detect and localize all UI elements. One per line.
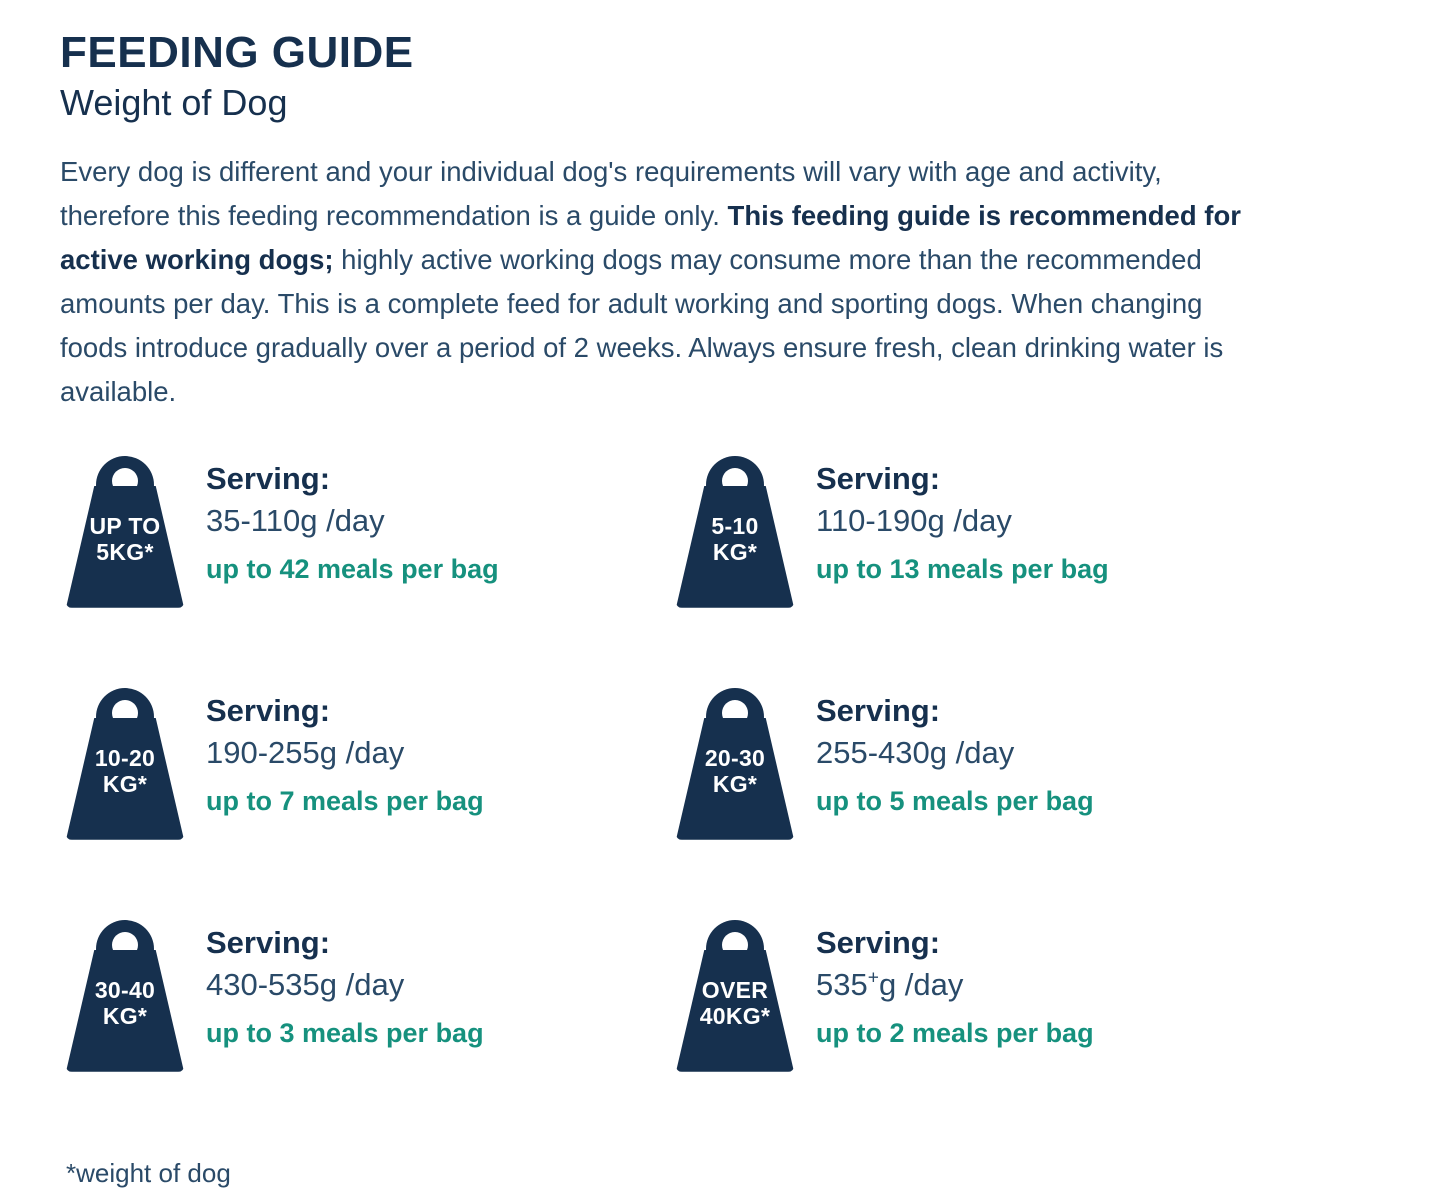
feeding-entry-info bbox=[206, 686, 484, 819]
feeding-entry bbox=[676, 680, 1286, 912]
footnote: *weight of dog bbox=[66, 1157, 231, 1188]
weight-line-2: KG* bbox=[102, 770, 148, 797]
feeding-entry-info bbox=[816, 918, 1094, 1051]
weight-icon-label bbox=[66, 978, 184, 1030]
weight-line-1: 30-40 bbox=[94, 976, 156, 1003]
weight-icon bbox=[66, 686, 184, 840]
page-subtitle: Weight of Dog bbox=[60, 81, 288, 123]
weight-line-2: KG* bbox=[102, 1002, 148, 1029]
serving-amount: 190-255g /day bbox=[206, 734, 405, 770]
weight-line-1: 10-20 bbox=[94, 744, 156, 771]
meals-per-bag: up to 3 meals per bag bbox=[206, 1017, 484, 1048]
meals-per-bag: up to 7 meals per bag bbox=[206, 785, 484, 816]
intro-paragraph bbox=[60, 150, 1270, 414]
serving-amount: 255-430g /day bbox=[816, 734, 1015, 770]
feeding-entry bbox=[66, 680, 676, 912]
serving-label: Serving: bbox=[206, 692, 331, 728]
feeding-entry-info bbox=[206, 454, 499, 587]
weight-icon bbox=[66, 918, 184, 1072]
weight-line-2: KG* bbox=[712, 538, 758, 565]
serving-amount: 110-190g /day bbox=[816, 502, 1012, 538]
weight-line-2: 5KG* bbox=[96, 538, 154, 565]
feeding-entry bbox=[66, 448, 676, 680]
weight-line-2: 40KG* bbox=[699, 1002, 771, 1029]
weight-icon-label bbox=[676, 514, 794, 566]
weight-line-1: UP TO bbox=[89, 512, 161, 539]
feeding-entry bbox=[676, 448, 1286, 680]
weight-icon bbox=[676, 454, 794, 608]
meals-per-bag: up to 13 meals per bag bbox=[816, 553, 1109, 584]
weight-icon-label bbox=[676, 746, 794, 798]
serving-amount: 430-535g /day bbox=[206, 966, 405, 1002]
feeding-entry bbox=[66, 912, 676, 1144]
serving-label: Serving: bbox=[816, 924, 941, 960]
weight-icon bbox=[66, 454, 184, 608]
weight-line-1: OVER bbox=[701, 976, 769, 1003]
page-title: FEEDING GUIDE bbox=[60, 28, 414, 77]
feeding-entry-info bbox=[206, 918, 484, 1051]
weight-icon bbox=[676, 918, 794, 1072]
serving-amount: 35-110g /day bbox=[206, 502, 385, 538]
weight-icon-label bbox=[676, 978, 794, 1030]
weight-icon bbox=[676, 686, 794, 840]
feeding-entry bbox=[676, 912, 1286, 1144]
feeding-entries-grid bbox=[66, 448, 1385, 1144]
meals-per-bag: up to 42 meals per bag bbox=[206, 553, 499, 584]
intro-text-bold: This feeding guide is recommended for active working dogs; bbox=[60, 199, 1241, 275]
weight-icon-label bbox=[66, 514, 184, 566]
feeding-entry-info bbox=[816, 686, 1094, 819]
serving-label: Serving: bbox=[206, 460, 331, 496]
meals-per-bag: up to 2 meals per bag bbox=[816, 1017, 1094, 1048]
intro-text-part1: Every dog is different and your individual dog's requirements will vary with age and activity, therefore this feeding recommendation is a guide only. bbox=[60, 155, 1162, 231]
intro-text-part2: highly active working dogs may consume more than the recommended amounts per day. This is a complete feed for adult working and sporting dogs. When changing foods introduce gradually over a period of 2 weeks. Always ensure fresh, clean drinking water is available. bbox=[60, 243, 1224, 407]
serving-label: Serving: bbox=[816, 460, 941, 496]
weight-line-1: 5-10 bbox=[711, 512, 759, 539]
weight-line-2: KG* bbox=[712, 770, 758, 797]
serving-label: Serving: bbox=[206, 924, 331, 960]
meals-per-bag: up to 5 meals per bag bbox=[816, 785, 1094, 816]
weight-icon-label bbox=[66, 746, 184, 798]
serving-amount: 535+g /day bbox=[816, 966, 964, 1002]
serving-label: Serving: bbox=[816, 692, 941, 728]
weight-line-1: 20-30 bbox=[704, 744, 766, 771]
feeding-entry-info bbox=[816, 454, 1109, 587]
